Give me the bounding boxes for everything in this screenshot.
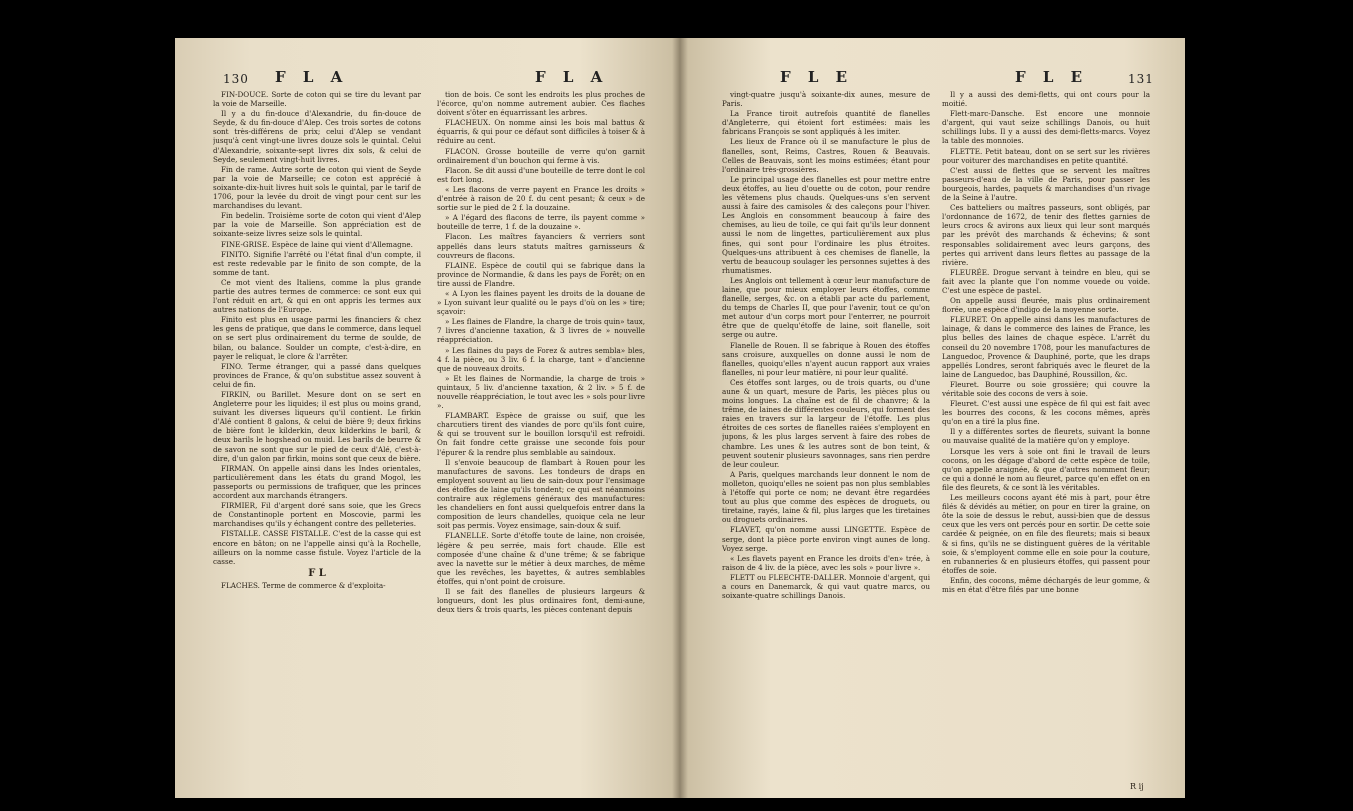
page-number: 130 <box>223 72 249 86</box>
dictionary-entry: FLETT ou FLEECHTE-DALLER. Monnoie d'argent, qui a cours en Danemarck, & qui vaut quatre marcs, ou soixante-quatre schillings Danois. <box>722 572 930 601</box>
running-header: F L A <box>535 68 609 86</box>
dictionary-entry: FIRMAN. On appelle ainsi dans les Indes orientales, particulièrement dans les états du grand Mogol, les passeports ou permissions de trafiquer, que les princes accordent aux marchands étrangers. <box>213 463 421 501</box>
dictionary-entry: FINE-GRISE. Espèce de laine qui vient d'Allemagne. <box>221 239 413 249</box>
dictionary-entry: Les meilleurs cocons ayant été mis à part, pour être filés & dévidés au métier, on pour en tirer la graine, on ôte la soie de dessus le rebut, aussi-bien que de dessus ceux que les vers ont percés pour en sortir. De cette soie cardée & peignée, on en file des fleurets; mais si beaux & si fins, qu'ils ne se distinguent guères de la véritable soie, & s'employent comme elle en soie pour la couture, en rubanneries & en plusieurs étoffes, qui passent pour étoffes de soie. <box>942 493 1150 575</box>
dictionary-entry: FIRKIN, ou Barillet. Mesure dont on se sert en Angleterre pour les liquides; il est plus ou moins grand, suivant les diverses liqueurs qu'il contient. Le firkin d'Alé contient 8 galons, & celui de bière 9; deux firkins de bière font le kilderkin, deux kilderkins le baril, & deux barils le hogshead ou muid. Les barils de beurre & de savon ne sont que sur le pied de ceux d'Alé, c'est-à-dire, d'un galon par firkin, moins sont que ceux de bière. <box>213 390 421 463</box>
left-page <box>175 38 680 798</box>
dictionary-entry: FINITO. Signifie l'arrêté ou l'état final d'un compte, il est reste redevable par le finito de son compte, de la somme de tant. <box>213 249 421 277</box>
dictionary-entry: FIRMIER, Fil d'argent doré sans soie, que les Grecs de Constantinople portent en Moscovie, parmi les marchandises qu'ils y échangent contre des pelleteries. <box>213 501 421 529</box>
dictionary-entry: » Et les flaines de Normandie, la charge de trois » quintaux, 5 liv. d'ancienne taxation, & 2 liv. » 5 f. de nouvelle réappréciation, le tout avec les » sols pour livre ». <box>437 373 645 411</box>
dictionary-entry: FLACON. Grosse bouteille de verre qu'on garnit ordinairement d'un bouchon qui ferme à vis. <box>437 146 645 165</box>
dictionary-entry: FLAVET, qu'on nomme aussi LINGETTE. Espèce de serge, dont la pièce porte environ vingt aunes de long. Voyez serge. <box>722 525 930 553</box>
dictionary-entry: FLAINE. Espèce de coutil qui se fabrique dans la province de Normandie, & dans les pays de Forêt; on en tire aussi de Flandre. <box>437 260 645 288</box>
dictionary-entry: Fin bedelin. Troisième sorte de coton qui vient d'Alep par la voie de Marseille. Son appréciation est de soixante-seize livres seize sols le quintal. <box>213 211 421 239</box>
dictionary-entry: Flacon. Les maîtres fayanciers & verriers sont appellés dans leurs statuts maîtres garnisseurs & couvreurs de flacons. <box>437 232 645 260</box>
dictionary-entry: Ces batteliers ou maîtres passeurs, sont obligés, par l'ordonnance de 1672, de tenir des flettes garnies de leurs crocs & avirons aux lieux qui leur sont marqués par les prévôt des marchands & échevins; & sont responsables solidairement avec leurs garçons, des pertes qui arrivent dans leurs flettes au passage de la rivière. <box>942 203 1150 267</box>
running-header: F L A <box>275 68 349 86</box>
dictionary-entry: La France tiroit autrefois quantité de flanelles d'Angleterre, qui étoient fort estimées: mais les fabricans François se sont appliqués à les imiter. <box>722 109 930 137</box>
dictionary-entry: Il s'envoie beaucoup de flambart à Rouen pour les manufactures de savons. Les tondeurs de draps en employent souvent au lieu de sain-doux pour l'ensimage des étoffes de laine qu'ils tondent; ce qui est néanmoins contraire aux réglemens généraux des manufactures: les chandeliers en font aussi quelquefois entrer dans la composition de leurs chandelles, quoique cela ne leur soit pas permis. Voyez ensimage, sain-doux & suif. <box>437 457 645 531</box>
page-signature: R ij <box>1130 782 1144 791</box>
dictionary-entry: tion de bois. Ce sont les endroits les plus proches de l'écorce, qu'on nomme autrement aubier. Ces flaches doivent s'ôter en équarrissant les arbres. <box>437 90 645 118</box>
dictionary-entry: On appelle aussi fleurée, mais plus ordinairement florée, une espèce d'indigo de la moyenne sorte. <box>942 296 1150 315</box>
dictionary-entry: FINO. Terme étranger, qui a passé dans quelques provinces de France, & qu'on substitue assez souvent à celui de fin. <box>213 361 421 389</box>
section-heading: F L <box>308 567 326 579</box>
text-column <box>213 90 421 780</box>
right-page <box>680 38 1185 798</box>
running-header: F L E <box>1015 68 1089 86</box>
dictionary-entry: FLAMBART. Espèce de graisse ou suif, que les charcutiers tirent des viandes de porc qu'ils font cuire, & qui se trouvent sur le bouillon lorsqu'il est refroidi. On fait fondre cette graisse une seconde fois pour l'épurer & la rendre plus semblable au saindoux. <box>437 411 645 457</box>
text-column <box>437 90 645 780</box>
dictionary-entry: FISTALLE. CASSE FISTALLE. C'est de la casse qui est encore en bâton; on ne l'appelle ainsi qu'à la Rochelle, ailleurs on la nomme casse fistule. Voyez l'article de la casse. <box>213 529 421 566</box>
dictionary-entry: Fleuret. C'est aussi une espèce de fil qui est fait avec les bourres des cocons, & les cocons mêmes, après qu'on en a tiré la plus fine. <box>942 399 1150 427</box>
dictionary-entry: Il y a aussi des demi-fletts, qui ont cours pour la moitié. <box>942 90 1150 109</box>
dictionary-entry: Ce mot vient des Italiens, comme la plus grande partie des autres termes de commerce: ce sont eux qui l'ont réduit en art, & qui en ont appris les termes aux autres nations de l'Europe. <box>213 277 421 315</box>
dictionary-entry: « A Lyon les flaines payent les droits de la douane de » Lyon suivant leur qualité ou le pays d'où on les » tire; sçavoir: <box>437 288 645 317</box>
dictionary-entry: Fin de rame. Autre sorte de coton qui vient de Seyde par la voie de Marseille; ce coton est apprécié à soixante-dix-huit livres huit sols le quintal, par le tarif de 1706, pour la levée du droit de vingt pour cent sur les marchandises du levant. <box>213 164 421 211</box>
running-header: F L E <box>780 68 854 86</box>
dictionary-entry: FLEURÉE. Drogue servant à teindre en bleu, qui se fait avec la plante que l'on nomme vouede ou voide. C'est une espèce de pastel. <box>942 267 1150 295</box>
dictionary-entry: Enfin, des cocons, même déchargés de leur gomme, & mis en état d'être filés par une bonne <box>942 575 1150 594</box>
text-column <box>722 90 930 780</box>
book-gutter <box>672 38 688 798</box>
dictionary-entry: Flacon. Se dit aussi d'une bouteille de terre dont le col est fort long. <box>437 165 645 184</box>
dictionary-entry: A Paris, quelques marchands leur donnent le nom de molleton, quoiqu'elles ne soient pas non plus semblables à l'étoffe qui porte ce nom; ne devant être regardées tout au plus que comme des espèces de droguets, ou tiretaine, rayés, laine & fil, plus larges que les tiretaines ou droguets ordinaires. <box>722 469 930 525</box>
dictionary-entry: Le principal usage des flanelles est pour mettre entre deux étoffes, au lieu d'ouette ou de coton, pour rendre les vêtemens plus chauds. Quelques-uns s'en servent aussi à faire des camisoles & des caleçons pour l'hiver. Les Anglois en consomment beaucoup à faire des chemises, au lieu de toile, ce qui fait qu'ils leur donnent aussi le nom de lingettes, particulièrement aux plus fines, qui sont pour l'ordinaire les plus étroites. Quelques-uns attribuent à ces chemises de flanelle, la vertu de beaucoup soulager les personnes sujettes à des rhumatismes. <box>722 174 930 275</box>
dictionary-entry: Flett-marc-Dansche. Est encore une monnoie d'argent, qui vaut seize schillings Danois, ou huit schillings lubs. Il y a aussi des demi-fletts-marcs. Voyez la table des monnoies. <box>942 109 1150 146</box>
dictionary-entry: » Les flaines du pays de Forez & autres sembla» bles, 4 f. la pièce, ou 3 liv. 6 f. la charge, tant » d'ancienne que de nouveaux droits. <box>437 345 645 373</box>
dictionary-entry: Finito est plus en usage parmi les financiers & chez les gens de pratique, que dans le commerce, dans lequel on se sert plus ordinairement du terme de soulde, de bilan, ou balance. Soulder un compte, c'est-à-dire, en payer le reliquat, le clore & l'arrêter. <box>213 315 421 361</box>
dictionary-entry: C'est aussi de flettes que se servent les maîtres passeurs-d'eau de la ville de Paris, pour passer les bourgeois, hardes, paquets & marchandises d'un rivage de la Seine à l'autre. <box>942 165 1150 203</box>
dictionary-entry: vingt-quatre jusqu'à soixante-dix aunes, mesure de Paris. <box>722 90 930 109</box>
dictionary-entry: Il se fait des flanelles de plusieurs largeurs & longueurs, dont les plus ordinaires font, demi-aune, deux tiers & trois quarts, les pièces contenant depuis <box>437 586 645 615</box>
text-column <box>942 90 1150 780</box>
dictionary-entry: Fleuret. Bourre ou soie grossière; qui couvre la véritable soie des cocons de vers à soie. <box>942 379 1150 398</box>
page-number: 131 <box>1128 72 1154 86</box>
dictionary-entry: Lorsque les vers à soie ont fini le travail de leurs cocons, on les dégage d'abord de cette espèce de toile, qu'on appelle araignée, & que d'autres nomment fleur; ce qui a donné le nom au fleuret, parce qu'en effet on en file des fleurets, & ce sont là les véritables. <box>942 446 1150 492</box>
dictionary-entry: « Les flacons de verre payent en France les droits » d'entrée à raison de 20 f. du cent pesant; & ceux » de sortie sur le pied de 2 f. la douzaine. <box>437 184 645 213</box>
dictionary-entry: » Les flaines de Flandre, la charge de trois quin» taux, 7 livres d'ancienne taxation, & 3 livres de » nouvelle réappréciation. <box>437 317 645 345</box>
dictionary-entry: FLETTE. Petit bateau, dont on se sert sur les rivières pour voiturer des marchandises en petite quantité. <box>942 146 1150 165</box>
dictionary-entry: Les lieux de France où il se manufacture le plus de flanelles, sont, Reims, Castres, Rouen & Beauvais. Celles de Beauvais, sont les moins estimées; étant pour l'ordinaire très-grossières. <box>722 137 930 174</box>
dictionary-entry: FLACHEUX. On nomme ainsi les bois mal battus & équarris, & qui pour ce défaut sont difficiles à toiser & à réduire au cent. <box>437 118 645 146</box>
dictionary-entry: « Les flavets payent en France les droits d'en» trée, à raison de 4 liv. de la pièce, avec les sols » pour livre ». <box>722 553 930 572</box>
dictionary-entry: Les Anglois ont tellement à cœur leur manufacture de laine, que pour mieux employer leurs étoffes, comme flanelle, serges, &c. on a établi par acte du parlement, du temps de Charles II, que pour l'avenir, tout ce qu'on met autour d'un corps mort pour l'enterrer, ne pourroit être que de quelqu'étoffe de laine, soit flanelle, soit serge ou autre. <box>722 275 930 340</box>
dictionary-entry: Il y a du fin-douce d'Alexandrie, du fin-douce de Seyde, & du fin-douce d'Alep. Ces trois sortes de cotons sont très-différens de prix; celui d'Alep se vendant jusqu'à cent vingt-une livres douze sols le quintal. Celui d'Alexandrie, soixante-sept livres dix sols, & celui de Seyde, seulement vingt-huit livres. <box>213 109 421 164</box>
dictionary-entry: Il y a différentes sortes de fleurets, suivant la bonne ou mauvaise qualité de la matière qu'on y employe. <box>942 427 1150 446</box>
open-book <box>175 38 1185 798</box>
dictionary-entry: » A l'égard des flacons de terre, ils payent comme » bouteille de terre, 1 f. de la douzaine ». <box>437 213 645 232</box>
dictionary-entry: Flanelle de Rouen. Il se fabrique à Rouen des étoffes sans croisure, auxquelles on donne aussi le nom de flanelles, quoiqu'elles n'ayent aucun rapport aux vraies flanelles, ni pour leur matière, ni pour leur qualité. <box>722 340 930 377</box>
dictionary-entry: FLEURET. On appelle ainsi dans les manufactures de lainage, & dans le commerce des laines de France, les plus belles des laines de chaque espèce. L'arrêt du conseil du 20 novembre 1708, pour les manufactures de Languedoc, Provence & Dauphiné, porte, que les draps appellés Londres, seront fabriqués avec le fleuret de la laine de Languedoc, bas Dauphiné, Roussillon, &c. <box>942 315 1150 379</box>
dictionary-entry: FIN-DOUCE. Sorte de coton qui se tire du levant par la voie de Marseille. <box>213 90 421 109</box>
dictionary-entry: FLACHES. Terme de commerce & d'exploita- <box>221 580 386 590</box>
dictionary-entry: FLANELLE. Sorte d'étoffe toute de laine, non croisée, légère & peu serrée, mais fort chaude. Elle est composée d'une chaîne & d'une trême; & se fabrique avec la navette sur le métier à deux marches, de même que les revêches, les bayettes, & autres semblables étoffes, qui n'ont point de croisure. <box>437 531 645 586</box>
dictionary-entry: Ces étoffes sont larges, ou de trois quarts, ou d'une aune & un quart, mesure de Paris, les pièces plus ou moins longues. La chaîne est de fil de chanvre; & la trême, de laines de différentes couleurs, qui forment des raies en travers sur la largeur de l'étoffe. Les plus étroites de ces sortes de flanelles raiées s'employent en jupons, & les plus larges servent à faire des robes de chambre. Les unes & les autres sont de bon teint, & peuvent soutenir plusieurs savonnages, sans rien perdre de leur couleur. <box>722 377 930 469</box>
